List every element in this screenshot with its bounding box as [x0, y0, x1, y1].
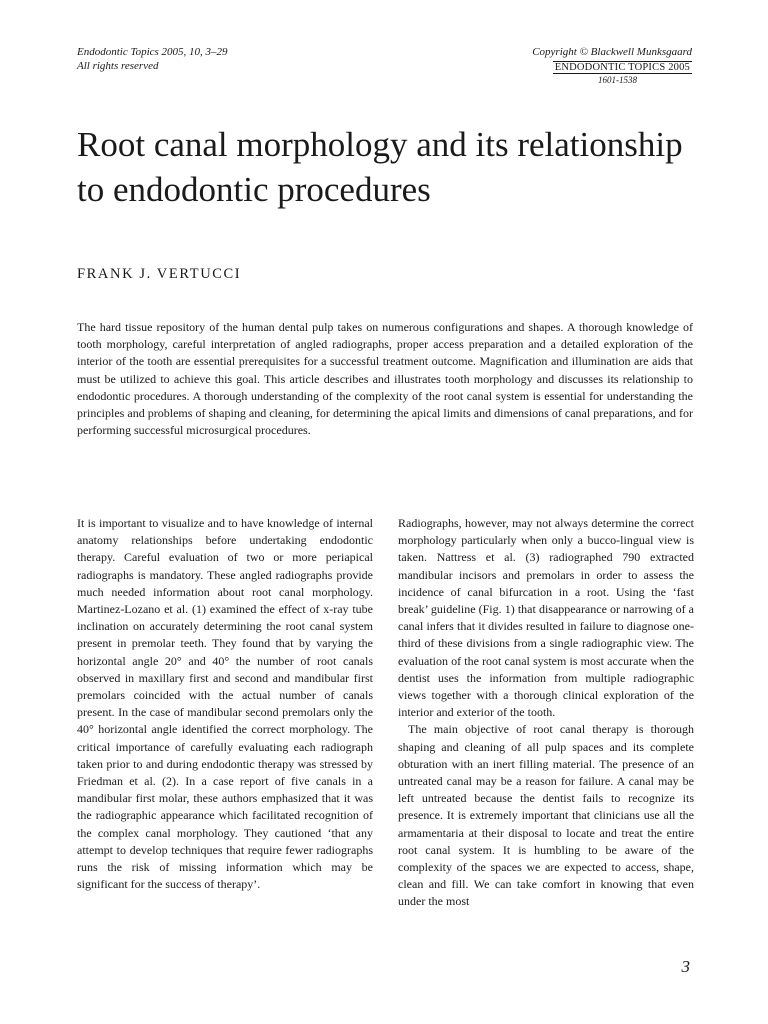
- body-paragraph: It is important to visualize and to have knowledge of internal anatomy relationships before undertaking endodontic therapy. Careful evaluation of two or more periapical radiographs is mandatory. These angled radiographs provide much needed information about root canal morphology. Martinez-Lozano et al. (1) examined the effect of x-ray tube inclination on accurately determining the root canal system present in premolar teeth. They found that by varying the horizontal angle 20° and 40° the number of root canals observed in maxillary first and second and mandibular first premolars coincided with the actual number of canals present. In the case of mandibular second premolars only the 40° horizontal angle identified the correct morphology. The critical importance of carefully evaluating each radiograph taken prior to and during endodontic therapy was stressed by Friedman et al. (2). In a case report of five canals in a mandibular first molar, these authors emphasized that it was the radiographic appearance which facilitated recognition of the complex canal morphology. They cautioned ‘that any attempt to develop techniques that require fewer radiographs runs the risk of missing information which may be significant for the success of therapy’.: [77, 516, 373, 892]
- body-column-right: [398, 515, 694, 911]
- running-header-left: [77, 45, 228, 73]
- page-number: 3: [681, 957, 690, 976]
- body-paragraph: The main objective of root canal therapy is thorough shaping and cleaning of all pulp spaces and its complete obturation with an inert filling material. The presence of an untreated canal may be a reason for failure. A canal may be left untreated because the dentist fails to recognize its presence. It is extremely important that clinicians use all the armamentaria at their disposal to locate and treat the entire root canal system. It is humbling to be aware of the complexity of the spaces we are expected to access, shape, clean and fill. We can take comfort in knowing that even under the most: [398, 722, 694, 909]
- body-column-left: [77, 515, 373, 893]
- article-title: Root canal morphology and its relationship to endodontic procedures: [77, 125, 683, 209]
- issn: 1601-1538: [598, 75, 637, 85]
- rights-notice: All rights reserved: [77, 60, 159, 72]
- journal-citation: Endodontic Topics 2005, 10, 3–29: [77, 46, 228, 58]
- journal-name: ENDODONTIC TOPICS 2005: [554, 62, 690, 73]
- body-paragraph: Radiographs, however, may not always determine the correct morphology particularly when only a bucco-lingual view is taken. Nattress et al. (3) radiographed 790 extracted mandibular incisors and premolars in order to assess the incidence of canal bifurcation in a root. Using the ‘fast break’ guideline (Fig. 1) that disappearance or narrowing of a canal infers that it divides resulted in failure to diagnose one-third of these divisions from a single radiographic view. The evaluation of the root canal system is most accurate when the dentist uses the information from multiple radiographic views together with a thorough clinical exploration of the interior and exterior of the tooth.: [398, 516, 694, 720]
- copyright-line: Copyright © Blackwell Munksgaard: [532, 46, 692, 58]
- abstract: The hard tissue repository of the human dental pulp takes on numerous configurations and shapes. A thorough knowledge of tooth morphology, careful interpretation of angled radiographs, proper access preparation and a detailed exploration of the interior of the tooth are essential prerequisites for a successful treatment outcome. Magnification and illumination are aids that must be utilized to achieve this goal. This article describes and illustrates tooth morphology and discusses its relationship to endodontic procedures. A thorough understanding of the complexity of the root canal system is essential for understanding the principles and problems of shaping and cleaning, for determining the apical limits and dimensions of canal preparations, and for performing successful microsurgical procedures.: [77, 320, 693, 438]
- running-header-right: [532, 45, 692, 86]
- author-name: FRANK J. VERTUCCI: [77, 266, 242, 282]
